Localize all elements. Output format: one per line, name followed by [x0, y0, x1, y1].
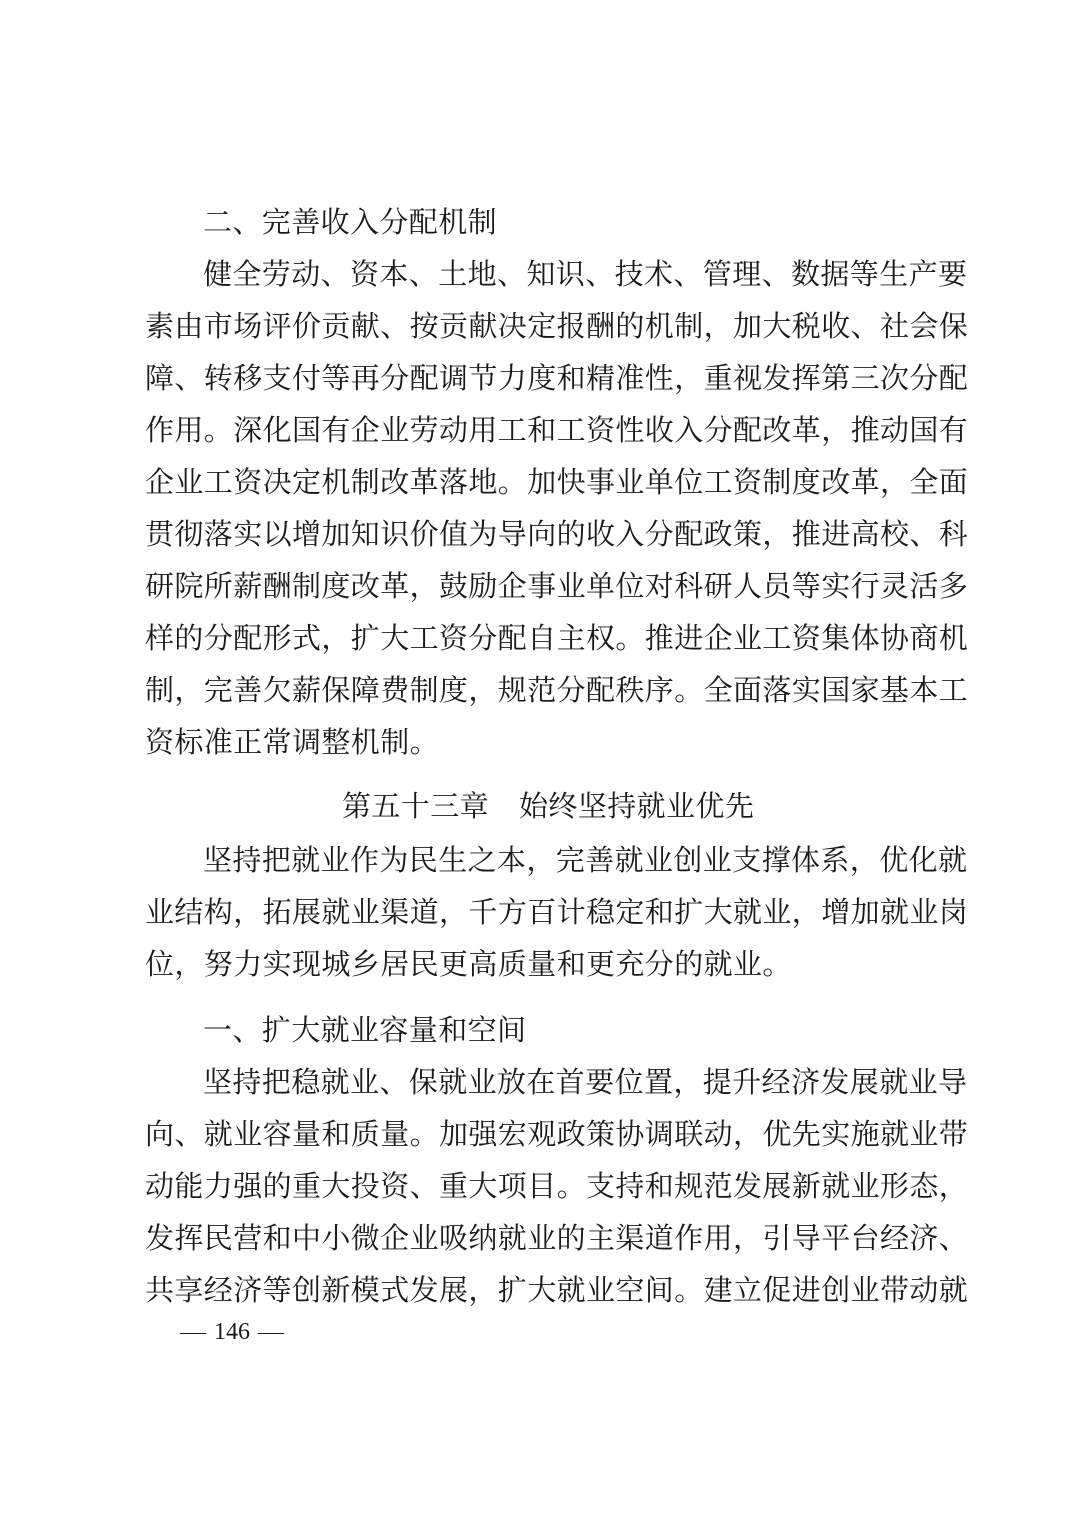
text-line: 健全劳动、资本、土地、知识、技术、管理、数据等生产要 [203, 257, 968, 291]
text-line: 位，努力实现城乡居民更高质量和更充分的就业。 [145, 947, 792, 981]
text-line: 作用。深化国有企业劳动用工和工资性收入分配改革，推动国有 [145, 413, 969, 447]
text-line: 资标准正常调整机制。 [145, 725, 440, 759]
text-line: 制，完善欠薪保障费制度，规范分配秩序。全面落实国家基本工 [145, 673, 969, 707]
chapter-number: 第五十三章 [342, 789, 490, 823]
text-line: 企业工资决定机制改革落地。加快事业单位工资制度改革，全面 [145, 465, 969, 499]
dash-left [180, 1333, 206, 1334]
text-line: 研院所薪酬制度改革，鼓励企事业单位对科研人员等实行灵活多 [145, 569, 969, 603]
chapter-heading [342, 789, 754, 823]
section-heading-income-distribution: 二、完善收入分配机制 [203, 205, 498, 239]
text-line: 障、转移支付等再分配调节力度和精准性，重视发挥第三次分配 [145, 361, 969, 395]
dash-right [258, 1333, 284, 1334]
text-line: 共享经济等创新模式发展，扩大就业空间。建立促进创业带动就 [145, 1273, 969, 1307]
page-number-value: 146 [214, 1319, 250, 1345]
page-number [172, 1317, 292, 1347]
text-line: 坚持把稳就业、保就业放在首要位置，提升经济发展就业导 [203, 1065, 968, 1099]
text-line: 样的分配形式，扩大工资分配自主权。推进企业工资集体协商机 [145, 621, 969, 655]
text-line: 动能力强的重大投资、重大项目。支持和规范发展新就业形态， [145, 1169, 969, 1203]
text-line: 贯彻落实以增加知识价值为导向的收入分配政策，推进高校、科 [145, 517, 969, 551]
text-line: 业结构，拓展就业渠道，千方百计稳定和扩大就业，增加就业岗 [145, 895, 969, 929]
text-line: 素由市场评价贡献、按贡献决定报酬的机制，加大税收、社会保 [145, 309, 969, 343]
text-line: 发挥民营和中小微企业吸纳就业的主渠道作用，引导平台经济、 [145, 1221, 969, 1255]
text-line: 坚持把就业作为民生之本，完善就业创业支撑体系，优化就 [203, 843, 968, 877]
section-heading-expand-employment: 一、扩大就业容量和空间 [203, 1013, 527, 1047]
chapter-title: 始终坚持就业优先 [519, 789, 755, 823]
text-line: 向、就业容量和质量。加强宏观政策协调联动，优先实施就业带 [145, 1117, 969, 1151]
